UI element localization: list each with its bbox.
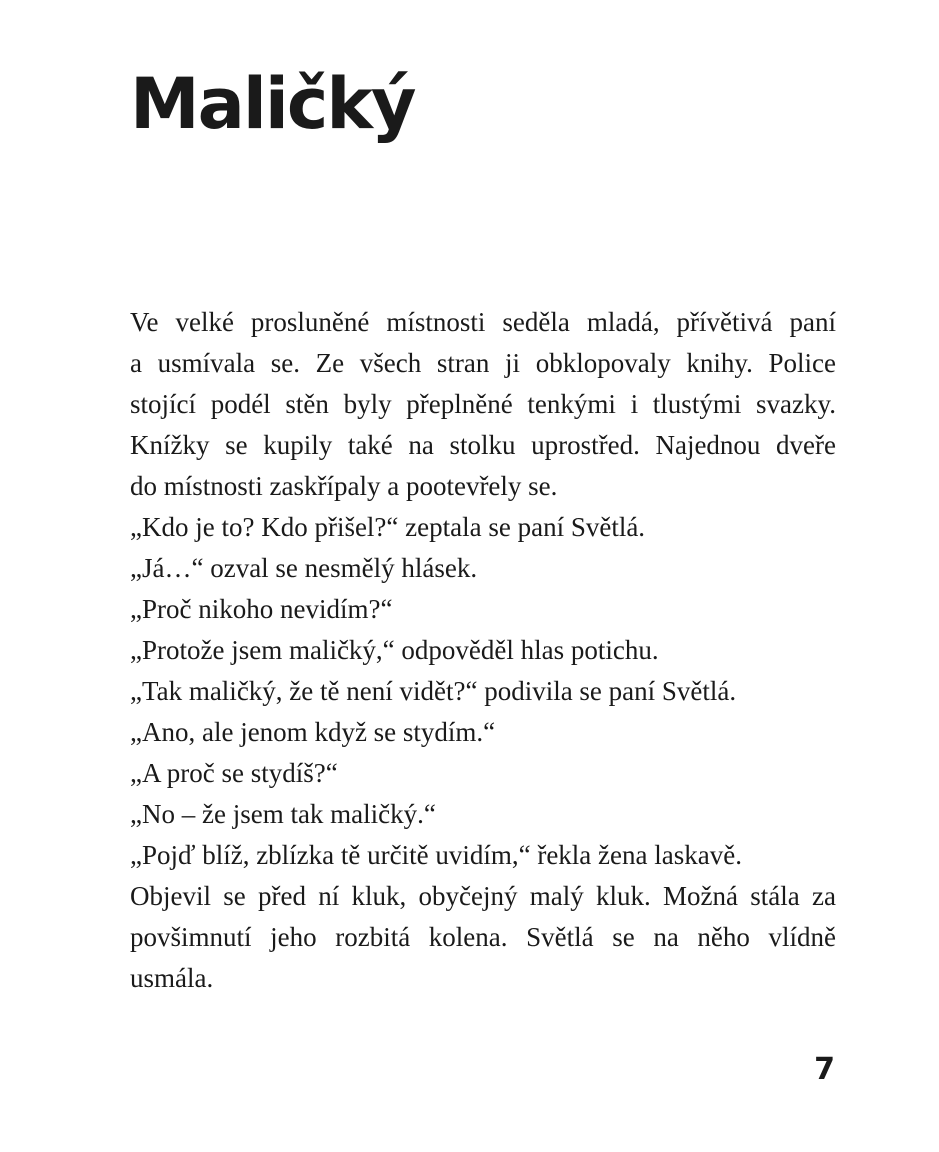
text-line: Knížky se kupily také na stolku uprostřed. Najednou dveře bbox=[130, 430, 836, 460]
dialogue-line: „No – že jsem tak maličký.“ bbox=[130, 799, 436, 829]
dialogue-line: „Proč nikoho nevidím?“ bbox=[130, 594, 393, 624]
text-line: povšimnutí jeho rozbitá kolena. Světlá se na něho vlídně bbox=[130, 922, 836, 952]
dialogue-line: „Já…“ ozval se nesmělý hlásek. bbox=[130, 553, 478, 583]
text-line: stojící podél stěn byly přeplněné tenkými i tlustými svazky. bbox=[130, 389, 836, 419]
dialogue-line: „Kdo je to? Kdo přišel?“ zeptala se paní Světlá. bbox=[130, 512, 646, 542]
chapter-title: Maličký bbox=[130, 63, 415, 145]
text-line: a usmívala se. Ze všech stran ji obklopovaly knihy. Police bbox=[130, 348, 836, 378]
text-line: usmála. bbox=[130, 963, 214, 993]
dialogue-line: „Pojď blíž, zblízka tě určitě uvidím,“ řekla žena laskavě. bbox=[130, 840, 742, 870]
text-line: Ve velké prosluněné místnosti seděla mladá, přívětivá paní bbox=[130, 307, 836, 337]
dialogue-line: „Protože jsem maličký,“ odpověděl hlas potichu. bbox=[130, 635, 659, 665]
page-number: 7 bbox=[814, 1052, 835, 1087]
text-line: do místnosti zaskřípaly a pootevřely se. bbox=[130, 471, 558, 501]
dialogue-line: „A proč se stydíš?“ bbox=[130, 758, 338, 788]
dialogue-line: „Ano, ale jenom když se stydím.“ bbox=[130, 717, 496, 747]
text-line: Objevil se před ní kluk, obyčejný malý kluk. Možná stála za bbox=[130, 881, 836, 911]
story-text bbox=[130, 302, 836, 999]
dialogue-line: „Tak maličký, že tě není vidět?“ podivila se paní Světlá. bbox=[130, 676, 737, 706]
